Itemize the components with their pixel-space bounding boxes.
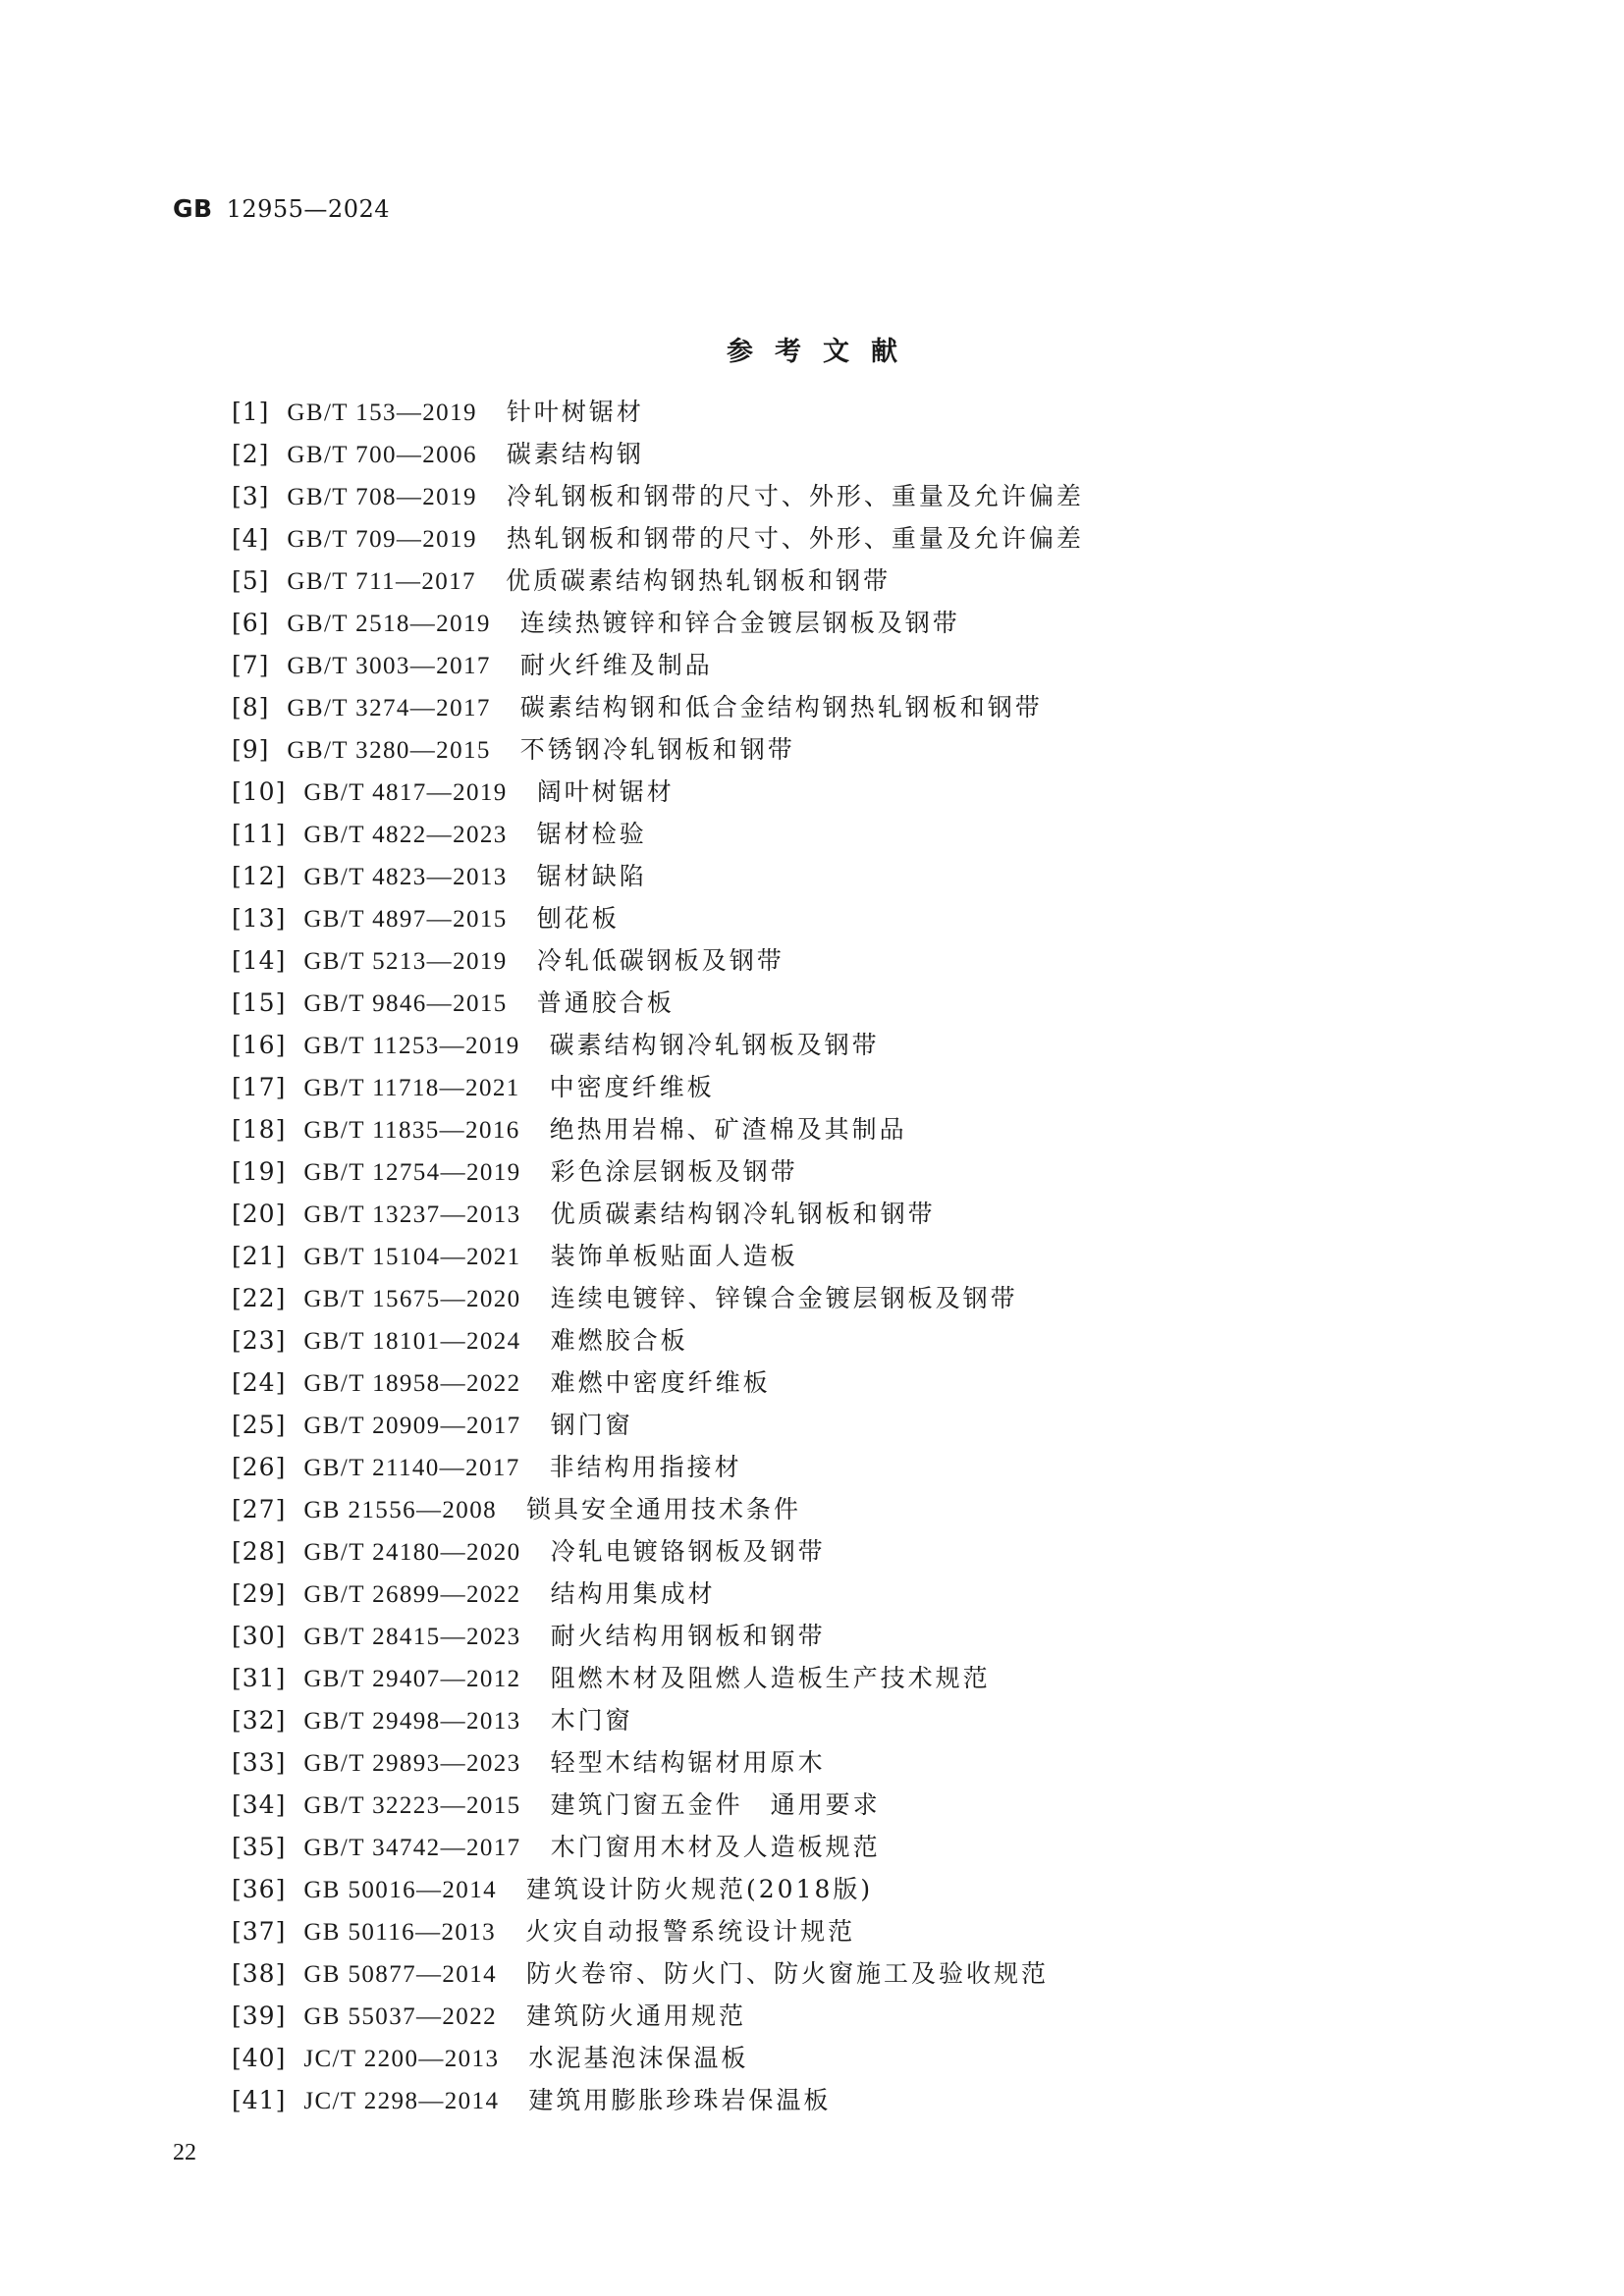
reference-number: [26]: [232, 1453, 287, 1481]
reference-title: 木门窗用木材及人造板规范: [550, 1833, 881, 1861]
reference-item: [232, 1108, 1084, 1150]
reference-number: [12]: [232, 862, 287, 890]
reference-item: [232, 1995, 1084, 2037]
reference-code: GB/T 4822—2023: [303, 822, 508, 848]
reference-item: [232, 1066, 1084, 1108]
reference-number: [10]: [232, 777, 287, 806]
reference-number: [28]: [232, 1537, 287, 1566]
reference-title: 难燃胶合板: [550, 1326, 688, 1355]
reference-item: [232, 1784, 1084, 1826]
reference-number: [16]: [232, 1031, 287, 1059]
reference-title: 建筑门窗五金件 通用要求: [550, 1790, 881, 1819]
reference-code: GB/T 153—2019: [287, 400, 477, 426]
reference-title: 热轧钢板和钢带的尺寸、外形、重量及允许偏差: [506, 524, 1084, 553]
reference-title: 锯材缺陷: [536, 862, 647, 890]
reference-title: 冷轧低碳钢板及钢带: [536, 946, 785, 975]
reference-item: [232, 939, 1084, 982]
reference-number: [2]: [232, 440, 270, 468]
reference-item: [232, 1150, 1084, 1193]
reference-title: 锯材检验: [536, 820, 647, 848]
reference-title: 装饰单板贴面人造板: [550, 1242, 798, 1270]
reference-title: 水泥基泡沫保温板: [528, 2044, 749, 2072]
reference-number: [27]: [232, 1495, 287, 1523]
reference-item: [232, 686, 1084, 728]
reference-number: [20]: [232, 1200, 287, 1228]
reference-item: [232, 1868, 1084, 1910]
reference-item: [232, 1319, 1084, 1362]
reference-item: [232, 813, 1084, 855]
reference-code: JC/T 2298—2014: [303, 2088, 500, 2114]
reference-title: 阔叶树锯材: [536, 777, 675, 806]
page-number: 22: [173, 2140, 196, 2165]
reference-number: [23]: [232, 1326, 287, 1355]
reference-title: 针叶树锯材: [506, 398, 644, 426]
reference-item: [232, 1910, 1084, 1952]
reference-item: [232, 2079, 1084, 2121]
reference-number: [17]: [232, 1073, 287, 1101]
reference-number: [29]: [232, 1579, 287, 1608]
reference-code: GB/T 18958—2022: [303, 1370, 521, 1397]
reference-title: 中密度纤维板: [549, 1073, 715, 1101]
reference-code: GB/T 4817—2019: [303, 779, 508, 806]
reference-number: [11]: [232, 820, 287, 848]
reference-title: 碳素结构钢和低合金结构钢热轧钢板和钢带: [519, 693, 1043, 721]
reference-code: GB/T 11253—2019: [303, 1033, 520, 1059]
reference-code: GB/T 711—2017: [287, 568, 476, 595]
reference-number: [41]: [232, 2086, 287, 2114]
reference-code: GB 50016—2014: [303, 1877, 498, 1903]
reference-item: [232, 433, 1084, 475]
reference-title: 结构用集成材: [550, 1579, 716, 1608]
standard-number: 12955—2024: [226, 195, 391, 223]
reference-number: [8]: [232, 693, 270, 721]
reference-item: [232, 1193, 1084, 1235]
reference-item: [232, 560, 1084, 602]
reference-title: 锁具安全通用技术条件: [526, 1495, 802, 1523]
section-title: 参考文献: [727, 337, 919, 367]
reference-number: [4]: [232, 524, 270, 553]
reference-code: GB/T 2518—2019: [287, 611, 491, 637]
reference-item: [232, 602, 1084, 644]
reference-number: [25]: [232, 1411, 287, 1439]
reference-code: GB 21556—2008: [303, 1497, 498, 1523]
reference-code: GB/T 29407—2012: [303, 1666, 521, 1692]
reference-code: GB/T 24180—2020: [303, 1539, 521, 1566]
reference-number: [18]: [232, 1115, 287, 1144]
reference-number: [30]: [232, 1622, 287, 1650]
reference-number: [22]: [232, 1284, 287, 1312]
reference-title: 连续电镀锌、锌镍合金镀层钢板及钢带: [550, 1284, 1018, 1312]
reference-title: 不锈钢冷轧钢板和钢带: [519, 735, 795, 764]
reference-number: [7]: [232, 651, 270, 679]
reference-title: 优质碳素结构钢热轧钢板和钢带: [505, 566, 891, 595]
reference-item: [232, 1952, 1084, 1995]
reference-item: [232, 391, 1084, 433]
reference-title: 防火卷帘、防火门、防火窗施工及验收规范: [526, 1959, 1050, 1988]
reference-code: GB 55037—2022: [303, 2003, 498, 2030]
reference-code: GB/T 11718—2021: [303, 1075, 520, 1101]
reference-code: GB/T 3274—2017: [287, 695, 491, 721]
reference-code: GB/T 12754—2019: [303, 1159, 521, 1186]
reference-title: 轻型木结构锯材用原木: [550, 1748, 826, 1777]
reference-code: GB/T 708—2019: [287, 484, 477, 510]
reference-number: [5]: [232, 566, 270, 595]
reference-number: [9]: [232, 735, 270, 764]
reference-code: GB/T 28415—2023: [303, 1624, 521, 1650]
reference-item: [232, 897, 1084, 939]
reference-number: [32]: [232, 1706, 287, 1735]
reference-item: [232, 1277, 1084, 1319]
reference-code: GB/T 3280—2015: [287, 737, 491, 764]
reference-item: [232, 475, 1084, 517]
reference-code: GB 50116—2013: [303, 1919, 497, 1946]
reference-item: [232, 1235, 1084, 1277]
reference-number: [38]: [232, 1959, 287, 1988]
reference-code: GB/T 29893—2023: [303, 1750, 521, 1777]
reference-code: GB/T 4897—2015: [303, 906, 508, 933]
reference-title: 阻燃木材及阻燃人造板生产技术规范: [550, 1664, 991, 1692]
reference-title: 冷轧钢板和钢带的尺寸、外形、重量及允许偏差: [506, 482, 1084, 510]
reference-number: [19]: [232, 1157, 287, 1186]
reference-title: 建筑设计防火规范(2018版): [526, 1875, 874, 1903]
reference-code: GB/T 3003—2017: [287, 653, 491, 679]
reference-title: 刨花板: [536, 904, 620, 933]
reference-item: [232, 2037, 1084, 2079]
reference-number: [13]: [232, 904, 287, 933]
reference-code: GB/T 9846—2015: [303, 990, 508, 1017]
reference-title: 木门窗: [550, 1706, 633, 1735]
reference-item: [232, 1024, 1084, 1066]
reference-title: 钢门窗: [550, 1411, 633, 1439]
reference-code: JC/T 2200—2013: [303, 2046, 500, 2072]
reference-number: [40]: [232, 2044, 287, 2072]
reference-item: [232, 1657, 1084, 1699]
reference-item: [232, 1826, 1084, 1868]
reference-title: 建筑防火通用规范: [526, 2002, 747, 2030]
reference-number: [24]: [232, 1368, 287, 1397]
reference-title: 耐火纤维及制品: [519, 651, 713, 679]
reference-item: [232, 1699, 1084, 1741]
reference-number: [6]: [232, 609, 270, 637]
reference-item: [232, 1741, 1084, 1784]
standard-prefix: GB: [173, 194, 213, 223]
reference-code: GB/T 26899—2022: [303, 1581, 521, 1608]
reference-number: [1]: [232, 398, 270, 426]
reference-item: [232, 1404, 1084, 1446]
document-header: [173, 194, 390, 223]
reference-list: [232, 391, 1084, 2121]
reference-title: 耐火结构用钢板和钢带: [550, 1622, 826, 1650]
reference-code: GB/T 29498—2013: [303, 1708, 521, 1735]
reference-item: [232, 982, 1084, 1024]
reference-title: 冷轧电镀铬钢板及钢带: [550, 1537, 826, 1566]
reference-code: GB/T 34742—2017: [303, 1835, 521, 1861]
reference-number: [36]: [232, 1875, 287, 1903]
reference-code: GB/T 11835—2016: [303, 1117, 520, 1144]
reference-title: 彩色涂层钢板及钢带: [550, 1157, 798, 1186]
reference-number: [21]: [232, 1242, 287, 1270]
reference-number: [37]: [232, 1917, 287, 1946]
reference-title: 非结构用指接材: [549, 1453, 742, 1481]
reference-item: [232, 1573, 1084, 1615]
reference-number: [35]: [232, 1833, 287, 1861]
reference-number: [33]: [232, 1748, 287, 1777]
reference-title: 碳素结构钢: [506, 440, 644, 468]
reference-title: 碳素结构钢冷轧钢板及钢带: [549, 1031, 880, 1059]
reference-code: GB/T 21140—2017: [303, 1455, 520, 1481]
reference-number: [14]: [232, 946, 287, 975]
reference-item: [232, 1488, 1084, 1530]
reference-code: GB/T 709—2019: [287, 526, 477, 553]
reference-code: GB/T 20909—2017: [303, 1413, 521, 1439]
reference-number: [31]: [232, 1664, 287, 1692]
reference-code: GB/T 13237—2013: [303, 1201, 521, 1228]
reference-item: [232, 517, 1084, 560]
reference-item: [232, 1530, 1084, 1573]
reference-title: 火灾自动报警系统设计规范: [525, 1917, 856, 1946]
reference-title: 绝热用岩棉、矿渣棉及其制品: [549, 1115, 907, 1144]
reference-item: [232, 855, 1084, 897]
reference-number: [39]: [232, 2002, 287, 2030]
reference-item: [232, 1446, 1084, 1488]
reference-item: [232, 728, 1084, 771]
reference-item: [232, 644, 1084, 686]
reference-item: [232, 1362, 1084, 1404]
reference-number: [3]: [232, 482, 270, 510]
reference-code: GB/T 4823—2013: [303, 864, 508, 890]
reference-item: [232, 1615, 1084, 1657]
reference-title: 难燃中密度纤维板: [550, 1368, 771, 1397]
reference-title: 连续热镀锌和锌合金镀层钢板及钢带: [519, 609, 960, 637]
reference-code: GB 50877—2014: [303, 1961, 498, 1988]
reference-title: 建筑用膨胀珍珠岩保温板: [528, 2086, 832, 2114]
reference-title: 普通胶合板: [536, 988, 675, 1017]
reference-code: GB/T 5213—2019: [303, 948, 508, 975]
reference-code: GB/T 15104—2021: [303, 1244, 521, 1270]
reference-code: GB/T 15675—2020: [303, 1286, 521, 1312]
reference-code: GB/T 700—2006: [287, 442, 477, 468]
reference-code: GB/T 32223—2015: [303, 1792, 521, 1819]
reference-number: [15]: [232, 988, 287, 1017]
reference-number: [34]: [232, 1790, 287, 1819]
reference-code: GB/T 18101—2024: [303, 1328, 521, 1355]
reference-item: [232, 771, 1084, 813]
reference-title: 优质碳素结构钢冷轧钢板和钢带: [550, 1200, 936, 1228]
